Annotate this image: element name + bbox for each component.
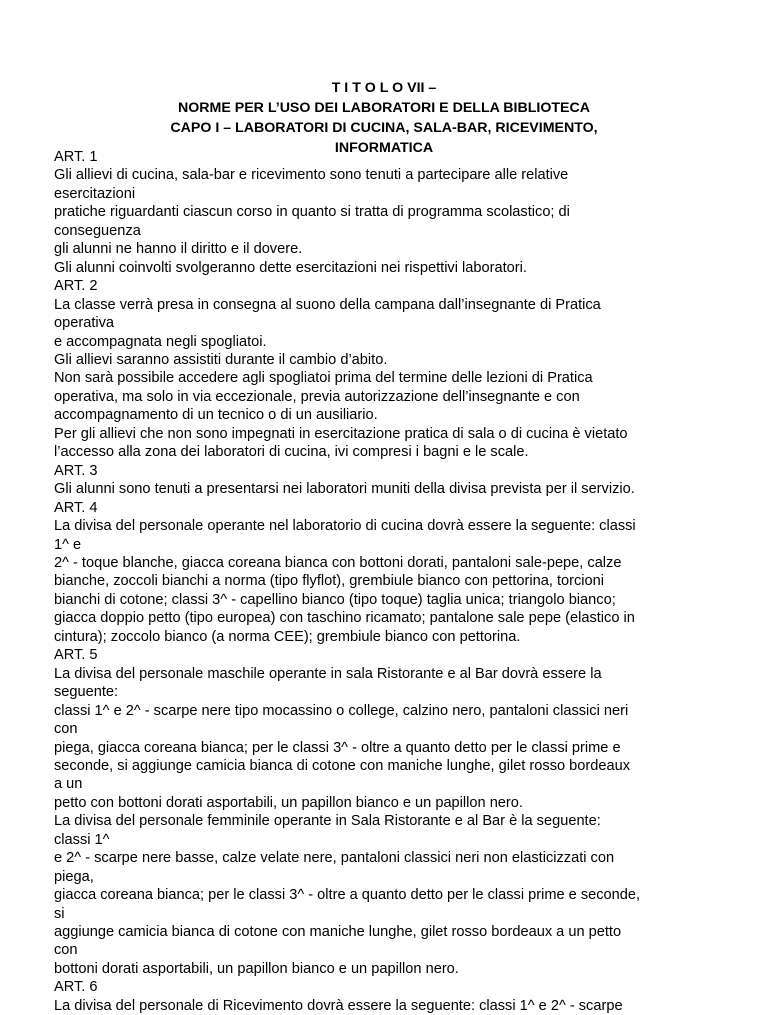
text-line: 1^ e: [54, 536, 82, 553]
document-body: [54, 148, 724, 1015]
text-line: accompagnamento di un tecnico o di un ausiliario.: [54, 407, 378, 424]
text-line: seguente:: [54, 684, 119, 701]
text-line: si: [54, 905, 65, 922]
text-line: aggiunge camicia bianca di cotone con maniche lunghe, gilet rosso bordeaux a un petto: [54, 924, 622, 941]
text-line: ART. 1: [54, 149, 98, 165]
text-line: La divisa del personale di Ricevimento dovrà essere la seguente: classi 1^ e 2^ - scarpe: [54, 997, 623, 1014]
text-line: La divisa del personale maschile operante in sala Ristorante e al Bar dovrà essere la: [54, 665, 602, 682]
text-line: classi 1^: [54, 831, 110, 848]
text-line: La classe verrà presa in consegna al suono della campana dall’insegnante di Pratica: [54, 296, 601, 313]
text-line: Per gli allievi che non sono impegnati in esercitazione pratica di sala o di cucina è vietato: [54, 425, 628, 442]
text-line: giacca coreana bianca; per le classi 3^ - oltre a quanto detto per le classi prime e seconde,: [54, 887, 641, 904]
text-line: e 2^ - scarpe nere basse, calze velate nere, pantaloni classici neri non elasticizzati con: [54, 850, 615, 867]
text-line: La divisa del personale operante nel laboratorio di cucina dovrà essere la seguente: classi: [54, 518, 636, 535]
text-line: La divisa del personale femminile operante in Sala Ristorante e al Bar è la seguente:: [54, 813, 601, 830]
text-line: operativa: [54, 315, 115, 332]
text-line: ART. 6: [54, 979, 98, 996]
text-line: bottoni dorati asportabili, un papillon bianco e un papillon nero.: [54, 960, 459, 977]
text-line: e accompagnata negli spogliatoi.: [54, 333, 267, 350]
text-line: seconde, si aggiunge camicia bianca di cotone con maniche lunghe, gilet rosso bordeaux: [54, 757, 631, 774]
title-line: INFORMATICA: [334, 140, 434, 156]
text-line: esercitazioni: [54, 185, 136, 202]
text-line: a un: [54, 776, 83, 793]
text-line: bianche, zoccoli bianchi a norma (tipo flyflot), grembiule bianco con pettorina, torcioni: [54, 573, 604, 590]
text-line: Gli allievi di cucina, sala-bar e ricevimento sono tenuti a partecipare alle relative: [54, 167, 569, 184]
text-line: ART. 3: [54, 462, 98, 479]
text-line: giacca doppio petto (tipo europea) con taschino ricamato; pantalone sale pepe (elastico in: [54, 610, 635, 627]
text-line: Gli allievi saranno assistiti durante il cambio d’abito.: [54, 351, 388, 368]
text-line: bianchi di cotone; classi 3^ - capellino bianco (tipo toque) taglia unica; triangolo bianco;: [54, 591, 616, 608]
text-line: piega, giacca coreana bianca; per le classi 3^ - oltre a quanto detto per le classi prime e: [54, 739, 621, 756]
text-line: piega,: [54, 868, 94, 885]
text-line: ART. 5: [54, 647, 98, 664]
text-line: pratiche riguardanti ciascun corso in quanto si tratta di programma scolastico; di: [54, 204, 570, 221]
text-line: Non sarà possibile accedere agli spogliatoi prima del termine delle lezioni di Pratica: [54, 370, 593, 387]
document-title-block: [0, 78, 768, 158]
text-line: ART. 4: [54, 499, 98, 516]
text-line: classi 1^ e 2^ - scarpe nere tipo mocassino o college, calzino nero, pantaloni classici neri: [54, 702, 629, 719]
text-line: l’accesso alla zona dei laboratori di cucina, ivi compresi i bagni e le scale.: [54, 444, 529, 461]
text-line: Gli alunni coinvolti svolgeranno dette esercitazioni nei rispettivi laboratori.: [54, 259, 527, 276]
text-line: ART. 2: [54, 278, 98, 295]
text-line: conseguenza: [54, 222, 141, 239]
text-line: operativa, ma solo in via eccezionale, previa autorizzazione dell’insegnante e con: [54, 388, 580, 405]
text-line: con: [54, 721, 78, 738]
title-line: CAPO I – LABORATORI DI CUCINA, SALA-BAR, RICEVIMENTO,: [170, 120, 598, 136]
title-line: NORME PER L’USO DEI LABORATORI E DELLA BIBLIOTECA: [178, 100, 590, 116]
title-line: T I T O L O VII –: [331, 80, 437, 96]
text-line: 2^ - toque blanche, giacca coreana bianca con bottoni dorati, pantaloni sale-pepe, calze: [54, 554, 622, 571]
text-line: petto con bottoni dorati asportabili, un papillon bianco e un papillon nero.: [54, 794, 523, 811]
text-line: Gli alunni sono tenuti a presentarsi nei laboratori muniti della divisa prevista per il servizio.: [54, 481, 635, 498]
text-line: cintura); zoccolo bianco (a norma CEE); grembiule bianco con pettorina.: [54, 628, 521, 645]
text-line: con: [54, 942, 78, 959]
text-line: gli alunni ne hanno il diritto e il dovere.: [54, 241, 303, 258]
